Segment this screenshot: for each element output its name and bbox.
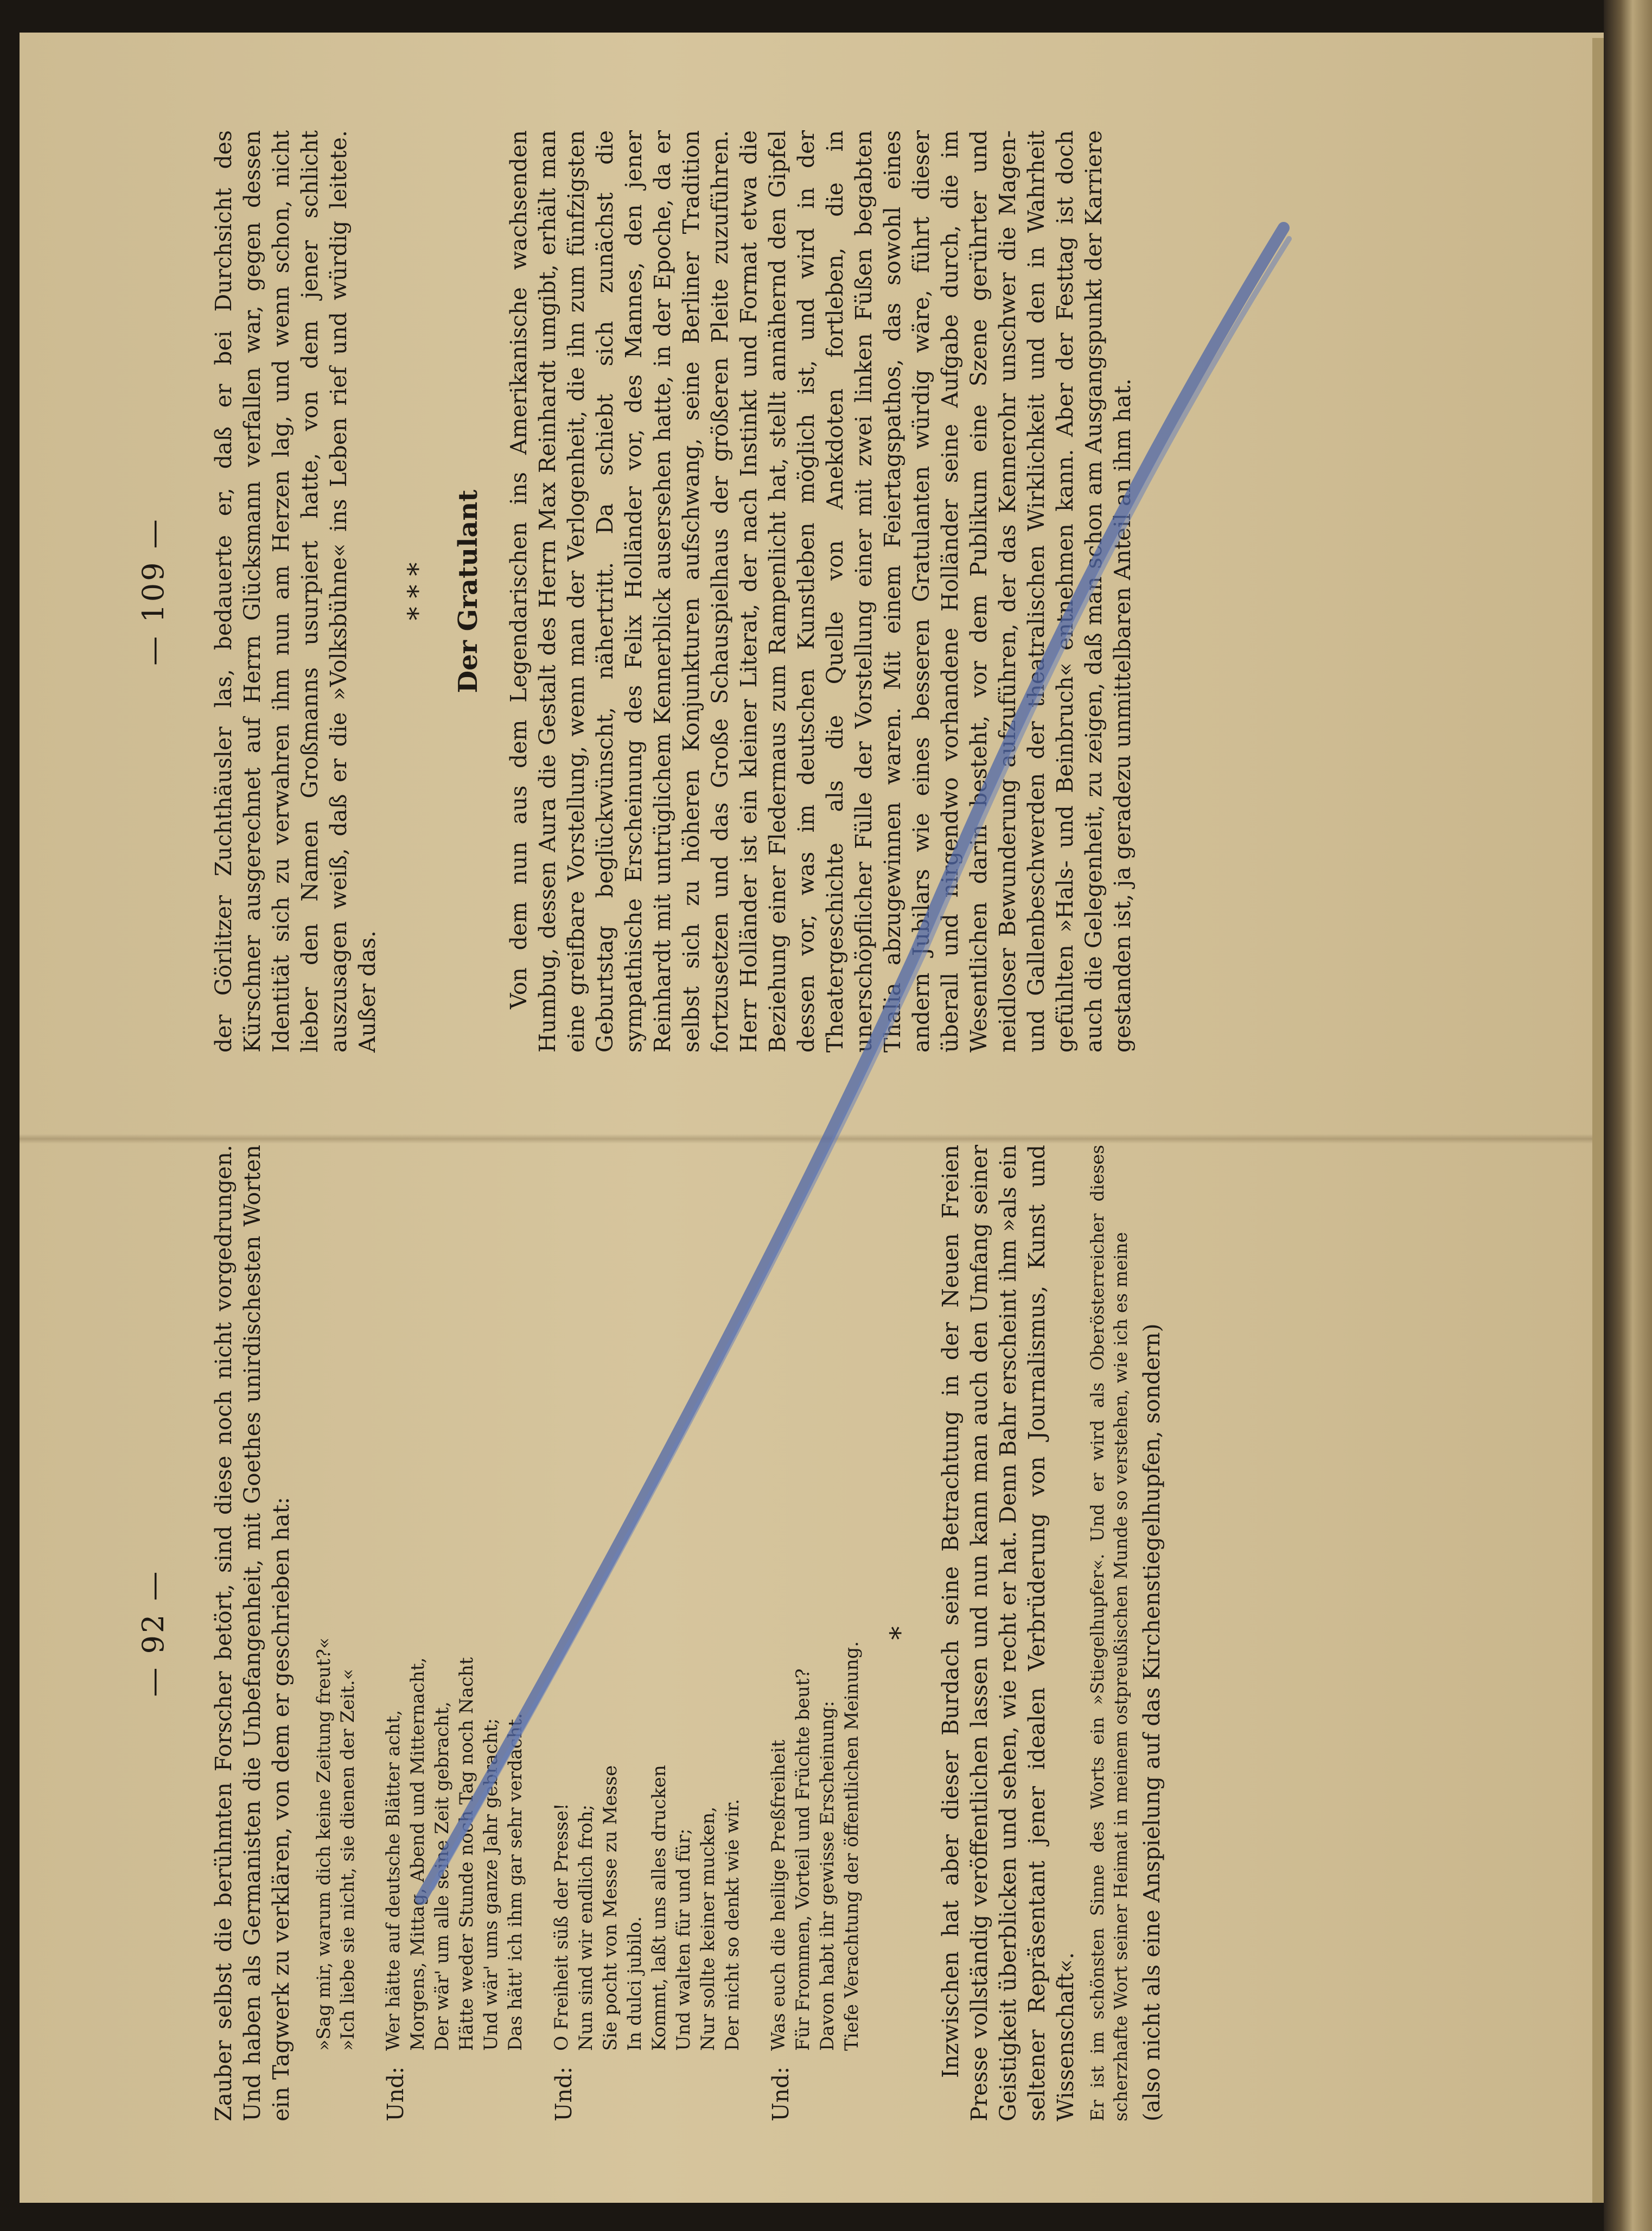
burdach-paragraph: Inzwischen hat aber dieser Burdach seine Betrachtung in der Neuen Freien Presse vollständig veröffentlichen lassen und nun kann man auch den Umfang seiner Geistigkeit überblicken und sehen, wie recht er hat. Denn Bahr erscheint ihm »als ein seltener Repräsentant jener idealen Verbrüderung von Journalismus, Kunst und Wissenschaft«. <box>937 1145 1079 2121</box>
verse-line: Nur sollte keiner mucken, <box>697 1806 719 2051</box>
verse-line: Kommt, laßt uns alles drucken <box>648 1764 670 2051</box>
verse-line: Wer hätte auf deutsche Blätter acht, <box>382 1710 404 2051</box>
verse-line: Tiefe Verachtung der öffentlichen Meinung. <box>841 1641 863 2051</box>
verse <box>550 1765 745 2051</box>
verse-line: Für Frommen, Vorteil und Früchte beut? <box>792 1668 814 2051</box>
footnote-paragraph: Er ist im schönsten Sinne des Worts ein »Stiegelhupfer«. Und er wird als Oberösterreicher dieses scherzhafte Wort seiner Heimat in meinem ostpreußischen Munde so verstehen, wie ich es meine <box>1087 1145 1131 2121</box>
goethe-quote <box>312 1145 360 2051</box>
page-number: — 92 — <box>136 1569 170 1697</box>
verse-line: Sie pocht von Messe zu Messe <box>599 1765 621 2051</box>
verse-line: Was euch die heilige Preßfreiheit <box>768 1739 789 2051</box>
verse-line: Hätte weder Stunde noch Tag noch Nacht <box>456 1657 477 2051</box>
section-asterisk: * <box>884 1626 916 1640</box>
scanned-sheet <box>20 33 1604 2203</box>
intro-paragraph: Zauber selbst die berühmten Forscher betört, sind diese noch nicht vorgedrungen. Und haben als Germanisten die Unbefangenheit, mit Goethes unirdischesten Worten ein Tagwerk zu verklären, von dem er geschrieben hat: <box>211 1145 294 2121</box>
verse-line: Das hätt' ich ihm gar sehr verdacht. <box>505 1713 526 2051</box>
binding-spine <box>1604 0 1652 2231</box>
closing-line: (also nicht als eine Anspielung auf das Kirchenstiegelhupfen, sondern) <box>1139 1323 1165 2121</box>
page-92 <box>136 1145 1528 2121</box>
verse <box>381 1657 528 2051</box>
und-label: Und: <box>382 2066 409 2121</box>
quote-line: »Sag mir, warum dich keine Zeitung freut?« <box>313 1637 335 2051</box>
opening-paragraph: der Görlitzer Zuchthäusler las, bedauerte er, daß er bei Durchsicht des Kürschner ausgerechnet auf Herrn Glücksmann verfallen war, gegen dessen Identität sich zu verwahren ihm nun am Herzen lag, und wenn schon, nicht lieber den Namen Großmanns usurpiert hatte, von dem jener schlicht auszusagen weiß, daß er die »Volksbühne« ins Leben rief und würdig leitete. Außer das. <box>211 130 380 1053</box>
verse-line: Und wär' ums ganze Jahr gebracht; <box>480 1718 502 2051</box>
verse-line: Nun sind wir endlich froh; <box>575 1804 597 2051</box>
verse-line: Morgens, Mittag, Abend und Mitternacht, <box>407 1657 429 2051</box>
gratulant-paragraph: Von dem nun aus dem Legendarischen ins Amerikanische wachsenden Humbug, dessen Aura die Gestalt des Herrn Max Reinhardt umgibt, erhält man eine greifbare Vorstellung, wenn man der Verlogenheit, die ihn zum fünfzigsten Geburtstag beglückwünscht, nähertritt. Da schiebt sich zunächst die sympathische Erscheinung des Felix Holländer vor, des Mannes, den jener Reinhardt mit untrüglichem Kennerblick ausersehen hatte, in der Epoche, da er selbst sich zu höheren Konjunkturen aufschwang, seine Berliner Tradition fortzusetzen und das Große Schauspielhaus der größeren Pleite zuzuführen. Herr Holländer ist ein kleiner Literat, der nach Instinkt und Format etwa die Beziehung einer Fledermaus zum Rampenlicht hat, stellt annähernd den Gipfel dessen vor, was im deutschen Kunstleben möglich ist, und wird in der Theatergeschichte als die Quelle von Anekdoten fortleben, die in unerschöpflicher Fülle der Vorstellung einer mit zwei linken Füßen begabten Thalia abzugewinnen waren. Mit einem Feiertagspathos, das sowohl eines andern Jubilars wie eines besseren Gratulanten würdig wäre, führt dieser überall und nirgendwo vorhandene Holländer seine Aufgabe durch, die im Wesentlichen darin besteht, vor dem Publikum eine Szene gerührter und neidloser Bewunderung aufzuführen, der das Kennerohr unschwer die Magen- und Gallenbeschwerden der theatralischen Wirklichkeit und den in Wahrheit gefühlten »Hals- und Beinbruch« entnehmen kann. Aber der Festtag ist doch auch die Gelegenheit, zu zeigen, daß man schon am Ausgangspunkt der Karriere gestanden ist, ja geradezu unmittelbaren Anteil an ihm hat. <box>506 130 1136 1053</box>
verse-block-1 <box>381 1145 528 2121</box>
center-fold <box>20 1134 1604 1144</box>
verse-line: Der nicht so denkt wie wir. <box>722 1799 743 2051</box>
verse-line: Und walten für und für; <box>673 1828 694 2051</box>
page-109 <box>136 130 1539 1053</box>
section-heading: Der Gratulant <box>453 489 483 693</box>
und-label: Und: <box>768 2066 794 2121</box>
und-label: Und: <box>551 2066 577 2121</box>
verse-line: Der wär' um alle seine Zeit gebracht, <box>431 1701 453 2051</box>
verse-block-3 <box>767 1145 864 2121</box>
quote-line: »Ich liebe sie nicht, sie dienen der Zeit.« <box>337 1668 359 2051</box>
verse-line: O Freiheit süß der Presse! <box>551 1803 572 2051</box>
verse <box>767 1641 864 2051</box>
page-number: — 109 — <box>136 517 170 666</box>
verse-line: Davon habt ihr gewisse Erscheinung: <box>817 1700 838 2051</box>
verse-block-2 <box>550 1145 745 2121</box>
verse-line: In dulci jubilo. <box>624 1916 646 2051</box>
section-stars: * * * <box>402 562 433 621</box>
